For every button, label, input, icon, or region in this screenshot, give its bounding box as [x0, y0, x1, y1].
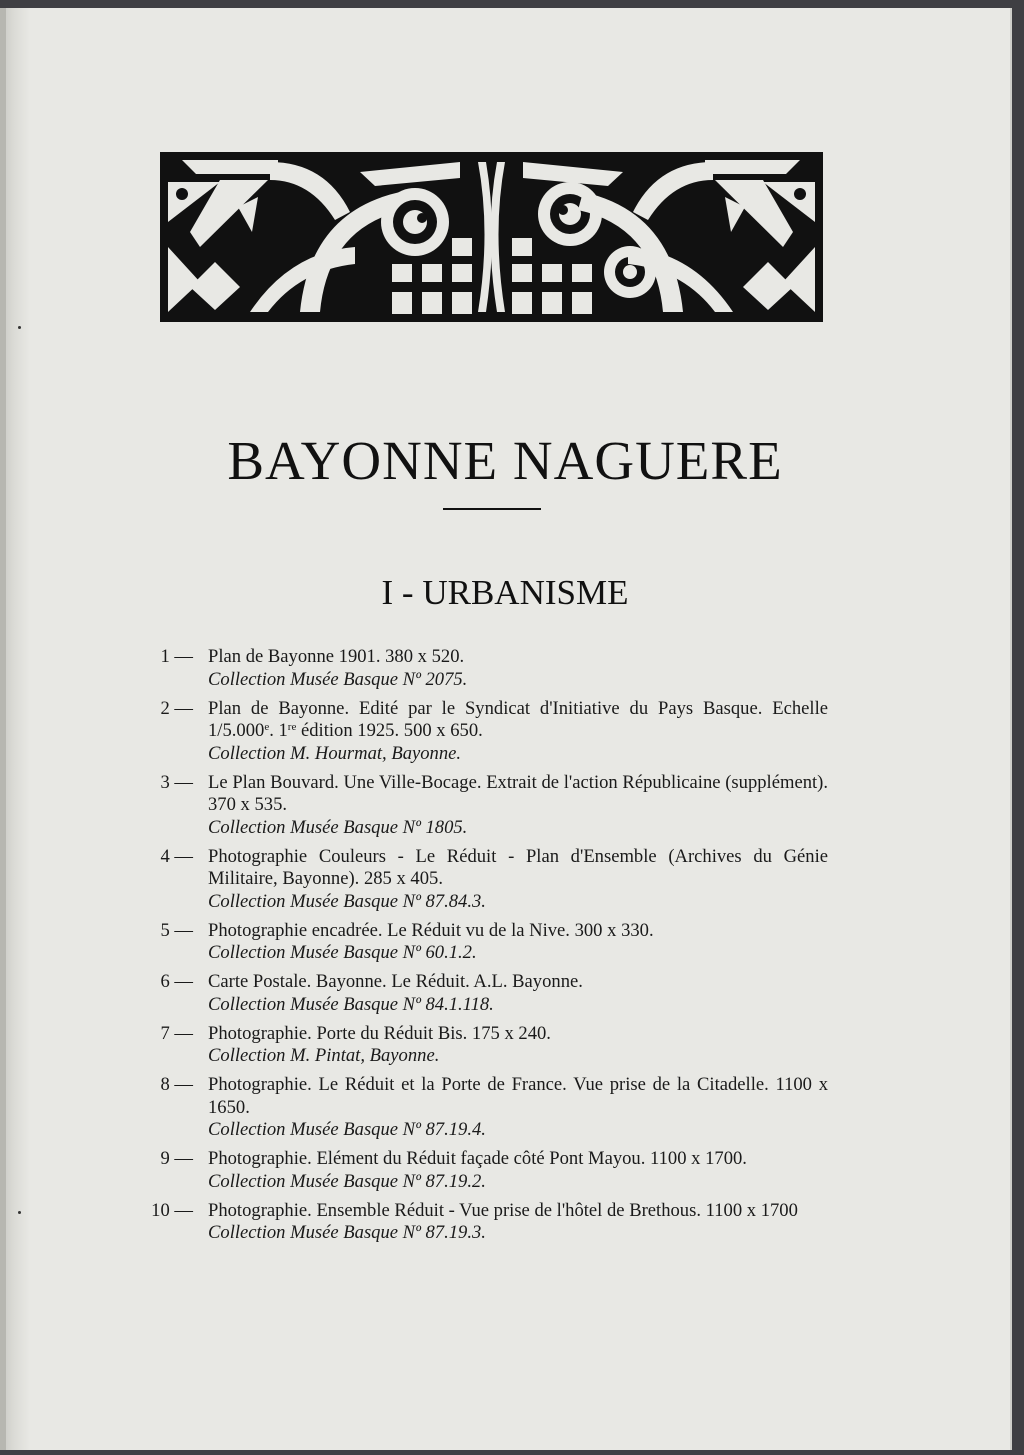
entry-description: Photographie Couleurs - Le Réduit - Plan d'Ensemble (Archives du Génie Militaire, Bayonne). 285 x 405.: [208, 845, 828, 889]
catalog-entry: [150, 920, 828, 965]
catalog-entry: [150, 646, 828, 691]
catalog-entry: [150, 1074, 828, 1142]
catalog-entry: [150, 1023, 828, 1068]
catalog-entry: [150, 698, 828, 766]
catalog-entry: [150, 1148, 828, 1193]
entry-description: Photographie. Ensemble Réduit - Vue prise de l'hôtel de Brethous. 1100 x 1700: [208, 1199, 798, 1221]
entry-number: 9 —: [160, 1148, 193, 1169]
entry-collection: Collection M. Hourmat, Bayonne.: [208, 742, 462, 764]
entry-collection: Collection Musée Basque Nº 84.1.118.: [208, 993, 494, 1015]
spine-edge: [0, 8, 6, 1450]
binding-mark: [18, 326, 21, 329]
binding-mark: [18, 1211, 21, 1214]
entry-description: Carte Postale. Bayonne. Le Réduit. A.L. Bayonne.: [208, 971, 583, 992]
entry-description: Photographie. Porte du Réduit Bis. 175 x 240.: [208, 1022, 551, 1044]
document-page: [0, 8, 1012, 1450]
entry-number: 4 —: [160, 845, 193, 867]
entry-collection: Collection Musée Basque Nº 2075.: [208, 668, 468, 690]
catalog-entry: [150, 846, 828, 914]
entry-description: Photographie. Elément du Réduit façade côté Pont Mayou. 1100 x 1700.: [208, 1148, 747, 1169]
entry-collection: Collection Musée Basque Nº 87.19.3.: [208, 1222, 486, 1243]
entry-number: 7 —: [160, 1022, 193, 1044]
basque-frieze-ornament-icon: [160, 152, 823, 322]
entry-description: Plan de Bayonne 1901. 380 x 520.: [208, 646, 465, 667]
entry-number: 6 —: [160, 971, 193, 992]
entry-collection: Collection Musée Basque Nº 60.1.2.: [208, 942, 477, 963]
entry-number: 5 —: [160, 919, 193, 941]
entry-number: 3 —: [160, 771, 193, 793]
entry-description: Le Plan Bouvard. Une Ville-Bocage. Extrait de l'action Républicaine (supplément). 370 x 535.: [208, 771, 828, 815]
page-title: BAYONNE NAGUERE: [227, 430, 783, 491]
catalog-entry: [150, 1200, 828, 1245]
title-divider: [443, 508, 541, 510]
entry-description: Photographie. Le Réduit et la Porte de France. Vue prise de la Citadelle. 1100 x 1650.: [208, 1074, 828, 1118]
entry-number: 8 —: [160, 1074, 193, 1095]
entry-collection: Collection Musée Basque Nº 87.19.4.: [208, 1119, 486, 1140]
entry-collection: Collection Musée Basque Nº 87.19.2.: [208, 1170, 486, 1192]
catalog-entry: [150, 971, 828, 1016]
entry-number: 10 —: [151, 1199, 193, 1221]
entry-number: 1 —: [160, 646, 193, 667]
section-title: I - URBANISME: [381, 573, 629, 612]
catalog-list: [150, 646, 828, 1251]
catalog-entry: [150, 772, 828, 840]
entry-collection: Collection Musée Basque Nº 87.84.3.: [208, 890, 486, 912]
entry-description: Plan de Bayonne. Edité par le Syndicat d'Initiative du Pays Basque. Echelle 1/5.000e. 1re édition 1925. 500 x 650.: [208, 697, 828, 741]
entry-description: Photographie encadrée. Le Réduit vu de la Nive. 300 x 330.: [208, 919, 654, 941]
entry-number: 2 —: [160, 697, 193, 719]
entry-collection: Collection M. Pintat, Bayonne.: [208, 1045, 440, 1066]
entry-collection: Collection Musée Basque Nº 1805.: [208, 816, 468, 838]
